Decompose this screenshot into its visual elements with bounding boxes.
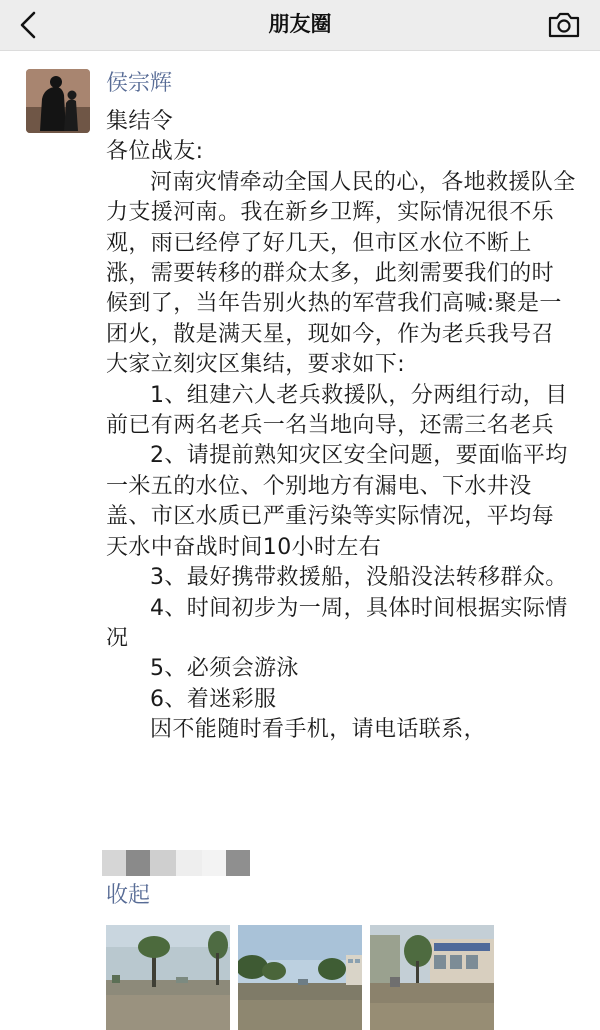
post-heading: 集结令 (106, 109, 174, 134)
photo-thumbnail[interactable] (370, 925, 494, 1030)
photo-thumbnail[interactable] (238, 925, 362, 1030)
post-content (106, 107, 576, 746)
post-greeting: 各位战友: (106, 139, 204, 165)
photo-grid (106, 925, 498, 1030)
chevron-left-icon (12, 8, 48, 42)
contact-line: 因不能随时看手机，请电话联系， (150, 717, 487, 743)
flooded-street-photo (106, 925, 230, 1030)
post-paragraph: 河南灾情牵动全国人民的心，各地救援队全力支援河南。我在新乡卫辉，实际情况很不乐观，雨已经停了好几天，但市区水位不断上涨，需要转移的群众太多，此刻需要我们的时候到了，当年告别火热的军营我们高喊:聚是一团火，散是满天星，现如今，作为老兵我号召大家立刻灾区集结，要求如下: (106, 169, 576, 378)
camera-icon (546, 9, 582, 41)
collapse-link[interactable]: 收起 (106, 883, 151, 908)
requirement-3: 3、最好携带救援船，没船没法转移群众。 (150, 565, 568, 591)
back-button[interactable] (12, 8, 48, 42)
avatar-image (26, 69, 90, 133)
author-name[interactable]: 侯宗辉 (106, 71, 173, 96)
photo-thumbnail[interactable] (106, 925, 230, 1030)
moments-post (0, 51, 600, 1030)
avatar[interactable] (26, 69, 90, 133)
page-title: 朋友圈 (268, 12, 332, 36)
requirement-1: 1、组建六人老兵救援队，分两组行动，目前已有两名老兵一名当地向导，还需三名老兵 (106, 382, 568, 439)
flooded-road-photo (238, 925, 362, 1030)
requirement-5: 5、必须会游泳 (150, 656, 299, 682)
requirement-6: 6、着迷彩服 (150, 686, 277, 712)
redacted-phone-number (102, 850, 262, 876)
requirement-2: 2、请提前熟知灾区安全问题，要面临平均一米五的水位、个别地方有漏电、下水井没盖、市区水质已严重污染等实际情况，平均每天水中奋战时间10小时左右 (106, 443, 568, 560)
requirement-4: 4、时间初步为一周，具体时间根据实际情况 (106, 595, 568, 651)
top-nav-bar (0, 0, 600, 51)
flooded-shops-photo (370, 925, 494, 1030)
camera-button[interactable] (546, 9, 582, 41)
